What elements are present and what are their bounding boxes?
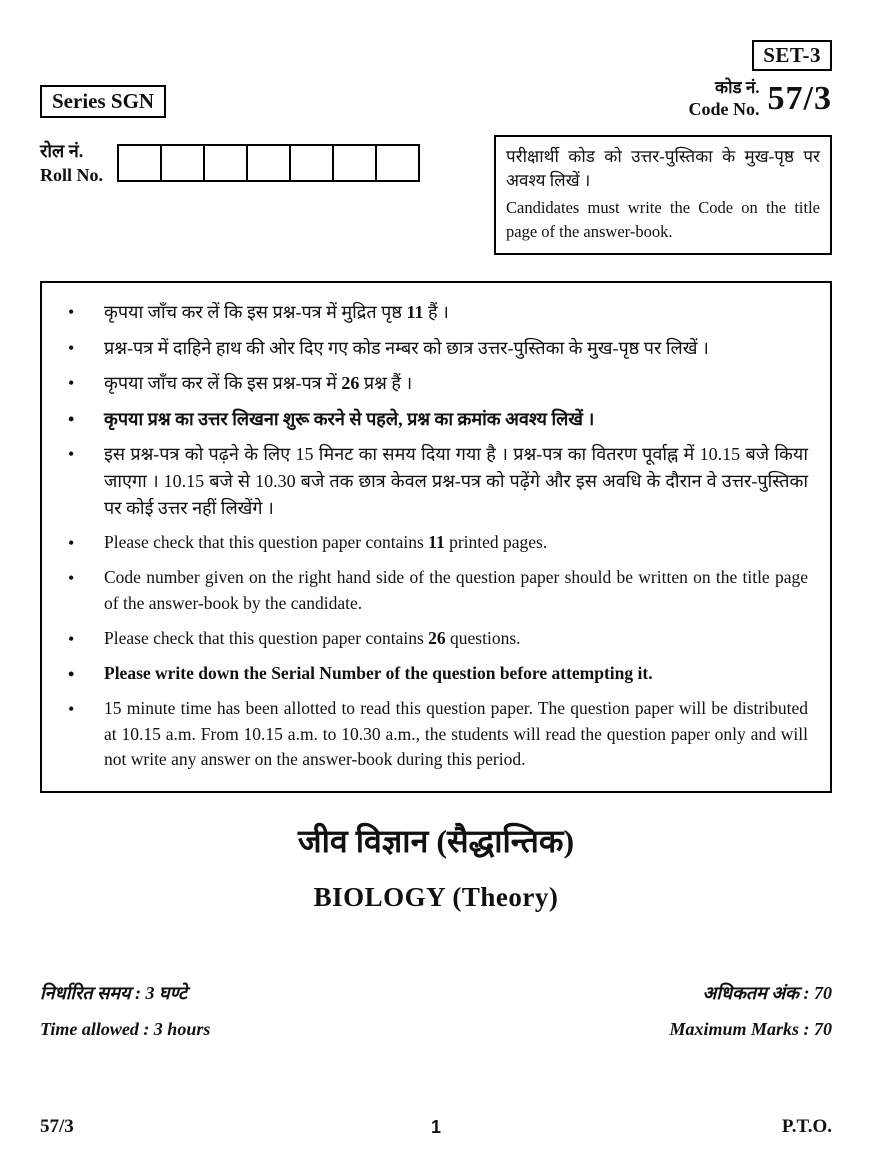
series-badge: Series SGN: [40, 85, 166, 118]
roll-number-cell: [375, 144, 420, 182]
bullet-icon: •: [68, 533, 75, 554]
bullet-icon: •: [68, 568, 75, 589]
bullet-icon: •: [68, 408, 75, 429]
instruction-text: Please write down the Serial Number of the question before attempting it.: [104, 662, 653, 683]
instruction-item: [42, 335, 808, 362]
instruction-text: 11: [428, 532, 445, 553]
time-allowed-hindi: निर्धारित समय : 3 घण्टे: [40, 983, 188, 1004]
instruction-text: Please check that this question paper contains: [104, 627, 429, 648]
maximum-marks-hindi: अधिकतम अंक : 70: [702, 983, 832, 1004]
code-label-english: Code No.: [688, 99, 760, 120]
bullet-icon: •: [68, 337, 75, 358]
candidate-note-hindi: परीक्षार्थी कोड को उत्तर-पुस्तिका के मुख-पृष्ठ पर अवश्य लिखें ।: [506, 146, 820, 191]
roll-labels: [40, 139, 103, 188]
roll-number-boxes: [117, 144, 420, 182]
instruction-text: 26: [341, 373, 360, 394]
instruction-text: कृपया प्रश्न का उत्तर लिखना शुरू करने से पहले, प्रश्न का क्रमांक अवश्य लिखें ।: [104, 408, 595, 429]
bullet-icon: •: [68, 373, 75, 394]
instruction-item: [42, 696, 808, 774]
paper-title-hindi: जीव विज्ञान (सैद्धान्तिक): [297, 823, 575, 860]
bullet-icon: •: [68, 301, 75, 322]
maximum-marks-group: [669, 975, 832, 1047]
instruction-item: [42, 530, 808, 556]
roll-number-cell: [289, 144, 334, 182]
instruction-text: इस प्रश्न-पत्र को पढ़ने के लिए 15 मिनट का समय दिया गया है । प्रश्न-पत्र का वितरण पूर्वाह्न में 10.15 बजे किया जाएगा । 10.15 बजे से 10.30 बजे तक छात्र केवल प्रश्न-पत्र को पढ़ेंगे और इस अवधि के दौरान वे उत्तर-पुस्तिका पर कोई उत्तर नहीं लिखेंगे ।: [104, 444, 808, 518]
code-number-value: 57/3: [767, 79, 832, 117]
instruction-item: [42, 565, 808, 617]
set-row: [40, 40, 832, 71]
time-allowed-english: Time allowed : 3 hours: [40, 1019, 211, 1040]
instructions-box: [40, 281, 832, 794]
pto-label: P.T.O.: [781, 1116, 832, 1137]
instruction-text: कृपया जाँच कर लें कि इस प्रश्न-पत्र में मुद्रित पृष्ठ: [104, 301, 407, 322]
bullet-icon: •: [68, 628, 75, 649]
instruction-item: [42, 661, 808, 687]
instruction-text: प्रश्न हैं ।: [359, 373, 413, 394]
roll-label-hindi: रोल नं.: [40, 140, 84, 161]
code-label-hindi: कोड नं.: [715, 78, 760, 97]
instruction-text: प्रश्न-पत्र में दाहिने हाथ की ओर दिए गए कोड नम्बर को छात्र उत्तर-पुस्तिका के मुख-पृष्ठ पर लिखें ।: [104, 337, 709, 358]
roll-number-cell: [203, 144, 248, 182]
instruction-item: [42, 441, 808, 521]
paper-title-english: BIOLOGY (Theory): [313, 882, 559, 913]
instruction-text: 11: [406, 301, 424, 322]
instruction-item: [42, 370, 808, 397]
candidate-note-english: Candidates must write the Code on the title page of the answer-book.: [506, 198, 820, 241]
instruction-item: [42, 299, 808, 326]
bullet-icon: •: [68, 698, 75, 719]
roll-number-cell: [246, 144, 291, 182]
page-footer: [40, 1116, 832, 1138]
instruction-text: 26: [428, 627, 446, 648]
instruction-text: हैं ।: [423, 301, 449, 322]
bullet-icon: •: [68, 663, 75, 684]
candidate-note-box: [494, 135, 832, 255]
instruction-text: printed pages.: [444, 532, 548, 553]
instruction-text: कृपया जाँच कर लें कि इस प्रश्न-पत्र में: [104, 373, 342, 394]
page-number: 1: [430, 1117, 442, 1137]
instruction-text: questions.: [445, 627, 521, 648]
maximum-marks-english: Maximum Marks : 70: [669, 1019, 832, 1040]
roll-number-cell: [117, 144, 162, 182]
code-labels: [689, 77, 760, 121]
roll-number-group: [40, 139, 420, 188]
series-code-row: [40, 77, 832, 121]
footer-code: 57/3: [40, 1116, 74, 1137]
set-badge: SET-3: [752, 40, 832, 71]
bullet-icon: •: [68, 444, 75, 465]
roll-number-cell: [160, 144, 205, 182]
instruction-item: [42, 626, 808, 652]
roll-label-english: Roll No.: [40, 165, 103, 186]
roll-number-cell: [332, 144, 377, 182]
code-number-group: [689, 77, 832, 121]
instruction-text: Code number given on the right hand side of the question paper should be written on the title page of the answer-book by the candidate.: [104, 567, 808, 614]
instruction-text: 15 minute time has been allotted to read this question paper. The question paper will be distributed at 10.15 a.m. From 10.15 a.m. to 10.30 a.m., the students will read the question paper only and will not write any answer on the answer-book during this period.: [104, 697, 808, 770]
instructions-list: [42, 299, 808, 774]
instruction-item: [42, 406, 808, 433]
instruction-text: Please check that this question paper contains: [104, 532, 429, 553]
roll-number-row: [40, 135, 832, 255]
time-marks-row: [40, 975, 832, 1047]
time-allowed-group: [40, 975, 210, 1047]
